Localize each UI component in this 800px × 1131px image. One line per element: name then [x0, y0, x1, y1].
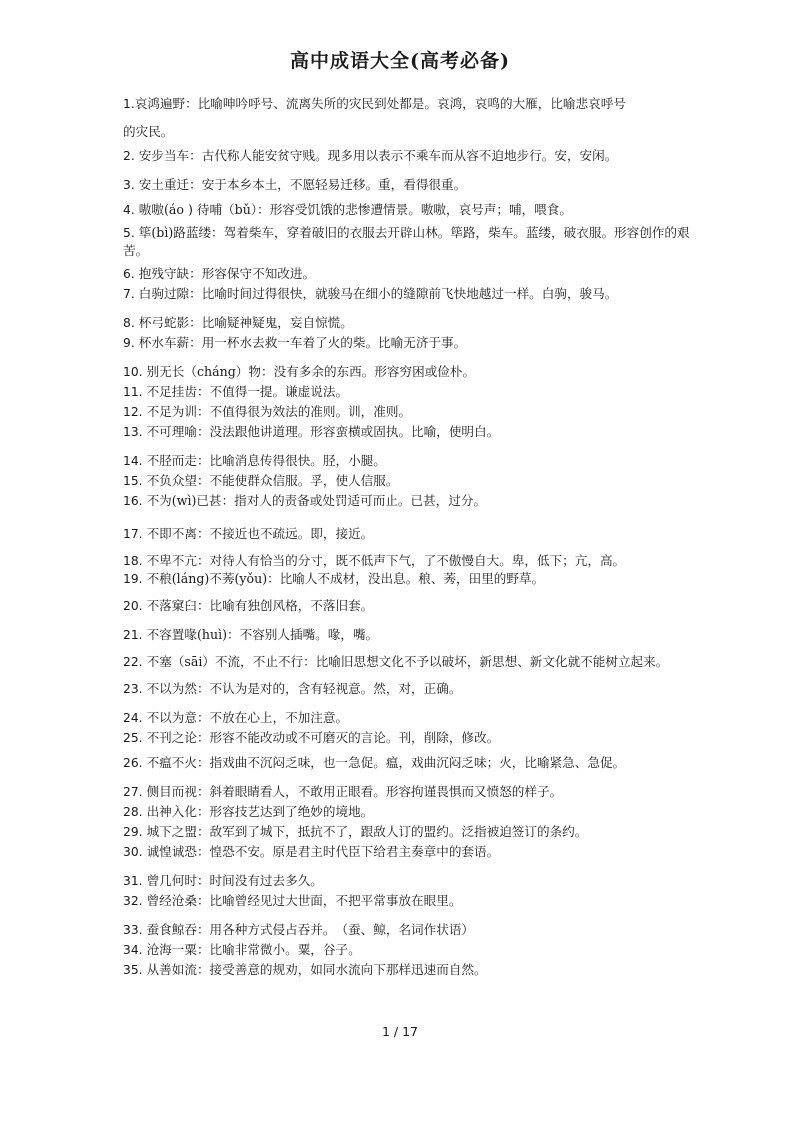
list-item [123, 570, 691, 588]
item-number: 7. [123, 287, 135, 301]
item-text: 不卑不亢：对待人有恰当的分寸，既不低声下气，了不傲慢自大。卑，低下；亢，高。 [146, 553, 626, 568]
item-text: 别无长（cháng）物：没有多余的东西。形容穷困或俭朴。 [146, 364, 476, 379]
item-text: 不可理喻：没法跟他讲道理。形容蛮横或固执。比喻，使明白。 [146, 424, 500, 439]
item-number: 10. [123, 365, 143, 379]
list-item [123, 450, 691, 472]
item-text: 嗷嗷(áo ) 待哺（bǔ）：形容受饥饿的悲惨遭情景。嗷嗷，哀号声；哺，喂食。 [138, 202, 572, 217]
list-item [123, 624, 691, 646]
item-number: 18. [123, 554, 143, 568]
item-text: 哀鸿遍野：比喻呻吟呼号、流离失所的灾民到处都是。哀鸿，哀鸣的大雁，比喻悲哀呼号 [134, 96, 626, 111]
item-text: 诚惶诚恐：惶恐不安。原是君主时代臣下给君主奏章中的套语。 [146, 844, 500, 859]
item-text: 安土重迁：安于本乡本土，不愿轻易迁移。重，看得很重。 [138, 177, 467, 192]
item-text: 不以为然：不认为是对的，含有轻视意。然，对，正确。 [146, 681, 462, 696]
item-number: 11. [123, 385, 143, 399]
list-item [123, 939, 691, 961]
item-number: 32. [123, 894, 143, 908]
item-number: 1. [123, 97, 135, 111]
list-item-continuation [0, 121, 691, 142]
item-text: 不塞（sāi）不流，不止不行：比喻旧思想文化不予以破坏，新思想、新文化就不能树立起来。 [146, 654, 669, 669]
item-text: 白驹过隙：比喻时间过得很快，就骏马在细小的缝隙前飞快地越过一样。白驹，骏马。 [138, 286, 618, 301]
item-number: 31. [123, 874, 143, 888]
list-item [123, 490, 691, 512]
list-item [123, 421, 691, 443]
item-text: 城下之盟：敌军到了城下，抵抗不了，跟敌人订的盟约。泛指被迫签订的条约。 [146, 824, 588, 839]
item-text: 的灾民。 [123, 124, 174, 139]
list-item [123, 678, 691, 700]
list-item [123, 145, 691, 167]
item-text: 侧目而视：斜着眼睛看人，不敢用正眼看。形容拘谨畏惧而又愤怒的样子。 [146, 784, 563, 799]
list-item [123, 870, 691, 892]
item-text: 不瘟不火：指戏曲不沉闷乏味，也一急促。瘟，戏曲沉闷乏味；火，比喻紧急、急促。 [146, 755, 626, 770]
item-text: 曾经沧桑：比喻曾经见过大世面，不把平常事放在眼里。 [146, 893, 462, 908]
item-number: 21. [123, 628, 143, 642]
item-text: 不足挂齿：不值得一提。谦虚说法。 [146, 384, 349, 399]
list-item [123, 752, 691, 774]
item-number: 35. [123, 963, 143, 977]
item-text: 曾几何时：时间没有过去多久。 [146, 873, 323, 888]
list-item [123, 841, 691, 863]
list-item [123, 263, 691, 285]
item-text: 不以为意：不放在心上，不加注意。 [146, 710, 349, 725]
item-text: 不胫而走：比喻消息传得很快。胫，小腿。 [146, 453, 386, 468]
item-text: 不稂(láng)不莠(yǒu)：比喻人不成材，没出息。稂、莠，田里的野草。 [146, 571, 545, 586]
list-item [123, 361, 691, 383]
item-number: 19. [123, 572, 143, 586]
list-item [123, 919, 691, 941]
item-number: 6. [123, 267, 135, 281]
list-item [123, 890, 691, 912]
item-number: 20. [123, 599, 143, 613]
item-number: 27. [123, 785, 143, 799]
item-number: 25. [123, 731, 143, 745]
page-title: 高中成语大全(高考必备) [290, 50, 510, 72]
list-item [123, 707, 691, 729]
list-item [123, 959, 691, 981]
list-item [123, 312, 691, 334]
item-text: 从善如流：接受善意的规劝，如同水流向下那样迅速而自然。 [146, 962, 487, 977]
list-item [123, 523, 691, 545]
item-number: 8. [123, 316, 135, 330]
item-number: 12. [123, 405, 143, 419]
item-text: 不为(wì)已甚：指对人的责备或处罚适可而止。已甚，过分。 [146, 493, 487, 508]
item-text: 杯水车薪：用一杯水去救一车着了火的柴。比喻无济于事。 [138, 335, 467, 350]
list-item [123, 93, 691, 115]
item-number: 17. [123, 527, 143, 541]
list-item [123, 470, 691, 492]
item-text: 不足为训：不值得很为效法的准则。训，准则。 [146, 404, 412, 419]
item-text: 沧海一粟：比喻非常微小。粟，谷子。 [146, 942, 361, 957]
item-number: 26. [123, 756, 143, 770]
item-number: 16. [123, 494, 143, 508]
item-text: 抱残守缺：形容保守不知改进。 [138, 266, 316, 281]
item-number: 13. [123, 425, 143, 439]
item-number: 14. [123, 454, 143, 468]
item-number: 34. [123, 943, 143, 957]
list-item [123, 174, 691, 196]
item-text: 蚕食鲸吞：用各种方式侵占吞并。 （蚕、鲸，名词作状语） [146, 922, 475, 937]
list-item [123, 552, 691, 570]
list-item [123, 199, 691, 221]
item-number: 28. [123, 805, 143, 819]
item-text: 不落窠臼：比喻有独创风格，不落旧套。 [146, 598, 374, 613]
item-text: 杯弓蛇影：比喻疑神疑鬼，妄自惊慌。 [138, 315, 353, 330]
item-number: 22. [123, 655, 143, 669]
list-item [123, 332, 691, 354]
item-number: 9. [123, 336, 135, 350]
list-item [123, 283, 691, 305]
item-number: 30. [123, 845, 143, 859]
list-item [123, 801, 691, 823]
list-item [123, 781, 691, 803]
item-number: 5. [123, 226, 135, 240]
item-text: 出神入化：形容技艺达到了绝妙的境地。 [146, 804, 374, 819]
item-number: 23. [123, 682, 143, 696]
item-text: 不刊之论：形容不能改动或不可磨灭的言论。刊，削除，修改。 [146, 730, 500, 745]
list-item [123, 595, 691, 617]
item-number: 3. [123, 178, 135, 192]
item-text: 筚(bì)路蓝缕：驾着柴车，穿着破旧的衣服去开辟山林。筚路，柴车。蓝缕，破衣服。形容创作的艰苦。 [123, 225, 690, 258]
item-number: 15. [123, 474, 143, 488]
item-number: 4. [123, 203, 135, 217]
item-number: 2. [123, 149, 135, 163]
item-text: 不即不离：不接近也不疏远。即，接近。 [146, 526, 374, 541]
list-item [123, 224, 691, 260]
list-item [123, 401, 691, 423]
list-item [123, 727, 691, 749]
page-number: 1 / 17 [381, 1024, 419, 1039]
item-text: 安步当车：古代称人能安贫守贱。现多用以表示不乘车而从容不迫地步行。安，安闲。 [138, 148, 618, 163]
item-number: 24. [123, 711, 143, 725]
list-item [123, 821, 691, 843]
item-text: 不容置喙(huì)：不容别人插嘴。喙，嘴。 [146, 627, 379, 642]
item-number: 29. [123, 825, 143, 839]
item-text: 不负众望：不能使群众信服。孚，使人信服。 [146, 473, 399, 488]
list-item [123, 653, 691, 671]
idiom-list [123, 93, 691, 981]
item-number: 33. [123, 923, 143, 937]
list-item [123, 381, 691, 403]
